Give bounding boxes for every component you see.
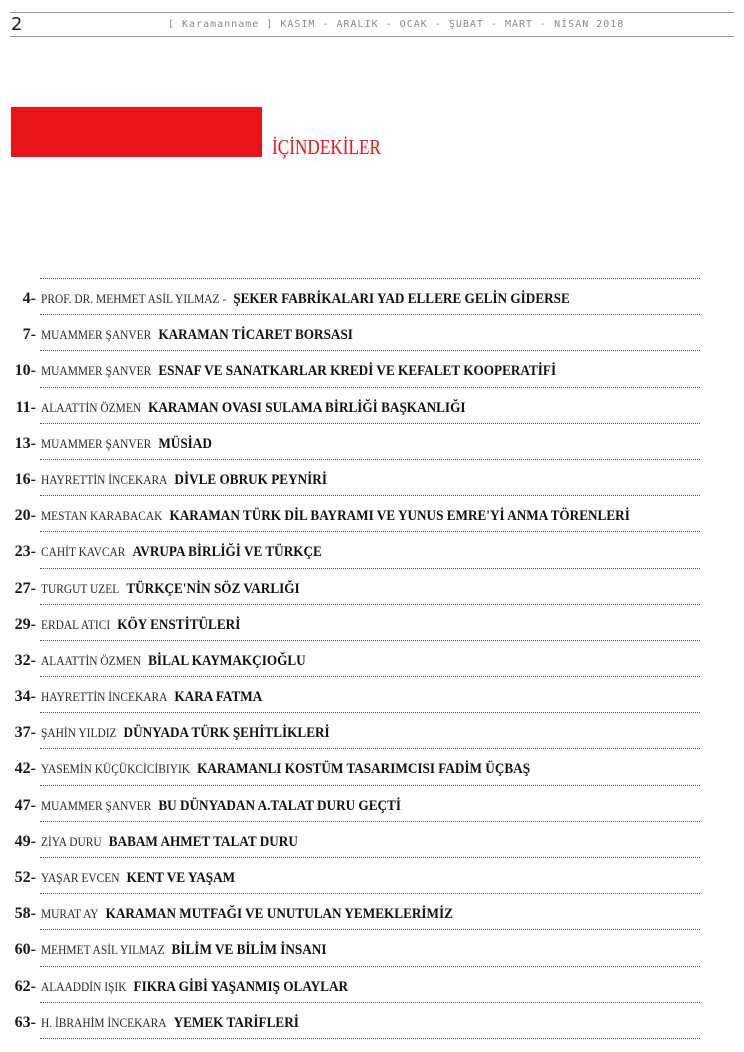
toc-page-number: 23- <box>14 543 36 561</box>
toc-author: ŞAHİN YILDIZ <box>41 725 117 741</box>
toc-author: MEHMET ASİL YILMAZ <box>41 942 165 958</box>
toc-article-title: ŞEKER FABRİKALARI YAD ELLERE GELİN GİDERSE <box>233 291 570 307</box>
toc-entry-text <box>41 904 453 924</box>
toc-entry-text <box>41 1013 299 1033</box>
toc-author: MUAMMER ŞANVER <box>41 435 152 451</box>
toc-entry-text <box>41 361 556 381</box>
toc-author: YAŞAR EVCEN <box>41 870 120 885</box>
toc-page-number: 13- <box>14 434 36 452</box>
toc-entry-text <box>41 506 630 526</box>
toc-entry-text <box>41 940 326 960</box>
toc-entry[interactable] <box>0 640 744 676</box>
toc-author: ALAATTİN ÖZMEN <box>41 399 142 415</box>
toc-entry[interactable] <box>0 531 744 567</box>
toc-entry[interactable] <box>0 1002 744 1038</box>
dotted-leader <box>40 857 700 858</box>
toc-entry-text <box>41 434 212 454</box>
toc-page-number: 32- <box>14 651 36 669</box>
dotted-leader <box>40 568 700 569</box>
page-title: İÇİNDEKİLER <box>272 135 382 159</box>
toc-entry-text <box>41 977 348 997</box>
toc-article-title: KARA FATMA <box>174 689 263 706</box>
table-of-contents <box>0 278 744 1038</box>
toc-entry-text <box>41 579 300 599</box>
toc-entry[interactable] <box>0 459 744 495</box>
dotted-leader <box>40 1038 700 1039</box>
toc-entry[interactable] <box>0 748 744 784</box>
toc-entry-text <box>41 398 465 418</box>
toc-author: HAYRETTİN İNCEKARA <box>41 471 168 487</box>
toc-article-title: TÜRKÇE'NİN SÖZ VARLIĞI <box>126 580 300 597</box>
toc-article-title: KARAMAN TİCARET BORSASI <box>158 327 353 344</box>
toc-entry-text <box>41 289 570 309</box>
toc-author: PROF. DR. MEHMET ASİL YILMAZ - <box>41 291 227 306</box>
toc-entry[interactable] <box>0 929 744 965</box>
toc-entry[interactable] <box>0 387 744 423</box>
dotted-leader <box>40 966 700 967</box>
dotted-leader <box>40 929 700 930</box>
dotted-leader <box>40 748 700 749</box>
toc-entry-text <box>41 759 530 779</box>
dotted-leader <box>40 712 700 713</box>
toc-entry[interactable] <box>0 857 744 893</box>
toc-entry[interactable] <box>0 676 744 712</box>
toc-article-title: MÜSİAD <box>158 435 212 452</box>
header-bottom-rule <box>10 36 734 37</box>
toc-author: TURGUT UZEL <box>41 580 120 596</box>
toc-page-number: 7- <box>22 326 36 344</box>
toc-page-number: 16- <box>14 470 36 488</box>
toc-article-title: KARAMAN TÜRK DİL BAYRAMI VE YUNUS EMRE'Yİ ANMA TÖRENLERİ <box>169 508 630 525</box>
toc-page-number: 63- <box>14 1013 36 1031</box>
toc-entry-text <box>41 470 327 490</box>
toc-page-number: 49- <box>14 832 36 850</box>
toc-entry[interactable] <box>0 712 744 748</box>
toc-author: YASEMİN KÜÇÜKCİCİBIYIK <box>41 761 191 777</box>
dotted-leader <box>40 350 700 351</box>
dotted-leader <box>40 1002 700 1003</box>
toc-article-title: BİLİM VE BİLİM İNSANI <box>171 942 327 959</box>
toc-entry[interactable] <box>0 893 744 929</box>
toc-entry-text <box>41 325 353 345</box>
toc-page-number: 34- <box>14 688 36 706</box>
toc-page-number: 10- <box>14 362 36 380</box>
dotted-leader <box>40 495 700 496</box>
toc-article-title: KARAMAN OVASI SULAMA BİRLİĞİ BAŞKANLIĞI <box>148 399 466 416</box>
toc-entry-text <box>41 868 235 888</box>
dotted-leader <box>40 676 700 677</box>
toc-page-number: 42- <box>14 760 36 778</box>
toc-article-title: KÖY ENSTİTÜLERİ <box>117 616 241 633</box>
toc-entry[interactable] <box>0 568 744 604</box>
toc-entry[interactable] <box>0 350 744 386</box>
toc-entry-text <box>41 687 262 707</box>
dotted-leader <box>40 785 700 786</box>
dotted-leader <box>40 531 700 532</box>
toc-author: ALAADDİN IŞIK <box>41 978 127 994</box>
toc-page-number: 20- <box>14 507 36 525</box>
dotted-leader <box>40 387 700 388</box>
toc-entry-text <box>41 542 322 562</box>
toc-entry[interactable] <box>0 314 744 350</box>
toc-page-number: 4- <box>22 290 36 307</box>
toc-article-title: DÜNYADA TÜRK ŞEHİTLİKLERİ <box>123 725 330 742</box>
toc-author: ERDAL ATICI <box>41 616 111 632</box>
toc-page-number: 58- <box>14 905 36 923</box>
toc-article-title: YEMEK TARİFLERİ <box>173 1014 299 1031</box>
toc-article-title: BİLAL KAYMAKÇIOĞLU <box>148 652 306 669</box>
toc-article-title: AVRUPA BİRLİĞİ VE TÜRKÇE <box>132 544 322 561</box>
toc-article-title: FIKRA GİBİ YAŞANMIŞ OLAYLAR <box>133 978 349 995</box>
toc-entry[interactable] <box>0 821 744 857</box>
toc-entry[interactable] <box>0 278 744 314</box>
toc-page-number: 47- <box>14 796 36 814</box>
running-head: [ Karamanname ] KASIM - ARALIK - OCAK - ŞUBAT - MART - NİSAN 2018 <box>168 19 625 30</box>
toc-entry[interactable] <box>0 966 744 1002</box>
toc-page-number: 37- <box>14 724 36 742</box>
toc-page-number: 62- <box>14 977 36 995</box>
dotted-leader <box>40 893 700 894</box>
toc-author: MUAMMER ŞANVER <box>41 327 152 343</box>
toc-page-number: 27- <box>14 579 36 597</box>
dotted-leader <box>40 314 700 315</box>
toc-entry-text <box>41 615 240 635</box>
toc-article-title: ESNAF VE SANATKARLAR KREDİ VE KEFALET KOOPERATİFİ <box>158 363 557 380</box>
page-number: 2 <box>11 14 23 35</box>
toc-entry-text <box>41 723 330 743</box>
toc-entry-text <box>41 796 401 816</box>
toc-article-title: KENT VE YAŞAM <box>126 870 236 886</box>
toc-entry[interactable] <box>0 495 744 531</box>
dotted-leader <box>40 278 700 279</box>
toc-article-title: KARAMAN MUTFAĞI VE UNUTULAN YEMEKLERİMİZ <box>105 906 453 923</box>
toc-entry[interactable] <box>0 785 744 821</box>
toc-entry-text <box>41 832 298 852</box>
dotted-leader <box>40 821 700 822</box>
toc-author: H. İBRAHİM İNCEKARA <box>41 1014 167 1030</box>
section-color-bar <box>11 107 262 157</box>
toc-page-number: 11- <box>15 398 36 416</box>
toc-author: MESTAN KARABACAK <box>41 508 163 524</box>
toc-article-title: BABAM AHMET TALAT DURU <box>108 833 298 850</box>
dotted-leader <box>40 640 700 641</box>
dotted-leader <box>40 459 700 460</box>
toc-author: HAYRETTİN İNCEKARA <box>41 689 168 705</box>
dotted-leader <box>40 423 700 424</box>
toc-article-title: BU DÜNYADAN A.TALAT DURU GEÇTİ <box>158 797 401 814</box>
toc-entry[interactable] <box>0 423 744 459</box>
toc-page-number: 29- <box>14 615 36 633</box>
toc-author: MUAMMER ŞANVER <box>41 363 152 379</box>
toc-author: MURAT AY <box>41 906 99 922</box>
toc-author: ZİYA DURU <box>41 833 102 849</box>
dotted-leader <box>40 604 700 605</box>
header-top-rule <box>10 12 734 13</box>
toc-entry[interactable] <box>0 604 744 640</box>
toc-entry-text <box>41 651 306 671</box>
toc-author: ALAATTİN ÖZMEN <box>41 652 142 668</box>
toc-page-number: 52- <box>14 869 36 886</box>
toc-page-number: 60- <box>14 941 36 959</box>
toc-article-title: DİVLE OBRUK PEYNİRİ <box>174 471 327 488</box>
toc-author: CAHİT KAVCAR <box>41 544 126 560</box>
toc-author: MUAMMER ŞANVER <box>41 797 152 813</box>
toc-article-title: KARAMANLI KOSTÜM TASARIMCISI FADİM ÜÇBAŞ <box>197 761 531 778</box>
